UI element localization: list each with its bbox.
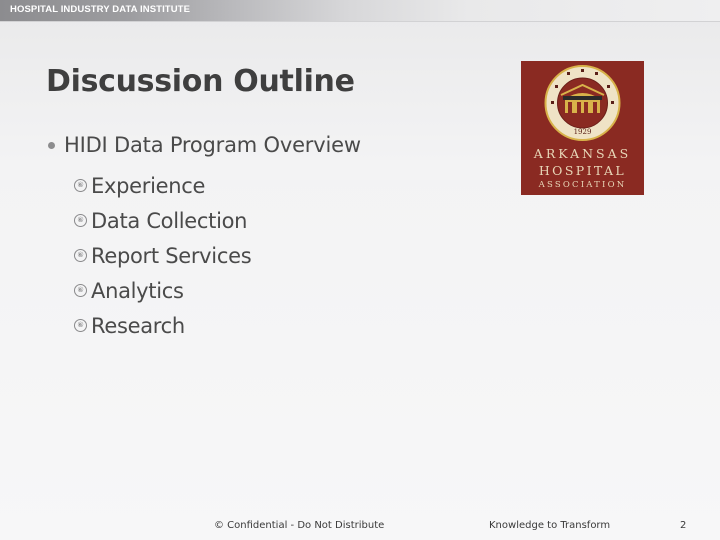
bullet-dot-icon — [48, 142, 55, 149]
seal-icon — [521, 61, 644, 146]
sub-bullet-text: Analytics — [91, 278, 184, 303]
circled-six-icon: ⑥ — [74, 319, 87, 332]
footer-confidential: © Confidential - Do Not Distribute — [214, 520, 385, 531]
header-bar — [0, 0, 720, 21]
header-divider — [0, 21, 720, 22]
logo-line-1: ARKANSAS — [533, 146, 632, 161]
sub-bullet-list — [74, 168, 251, 343]
sub-bullet-item — [74, 203, 251, 238]
slide-title: Discussion Outline — [46, 64, 355, 99]
bullet-item — [48, 133, 361, 157]
footer-tagline: Knowledge to Transform — [489, 520, 611, 531]
sub-bullet-text: Data Collection — [91, 208, 248, 233]
sub-bullet-text: Experience — [91, 173, 206, 198]
circled-six-icon: ⑥ — [74, 214, 87, 227]
circled-six-icon: ⑥ — [74, 284, 87, 297]
sub-bullet-item — [74, 168, 251, 203]
logo-line-3: ASSOCIATION — [538, 180, 627, 190]
circled-six-icon: ⑥ — [74, 179, 87, 192]
page-number: 2 — [680, 520, 687, 531]
svg-text:1929: 1929 — [573, 128, 592, 136]
circled-six-icon: ⑥ — [74, 249, 87, 262]
sub-bullet-text: Research — [91, 313, 185, 338]
sub-bullet-text: Report Services — [91, 243, 252, 268]
sub-bullet-item — [74, 238, 251, 273]
arkansas-hospital-association-logo — [521, 61, 644, 195]
sub-bullet-item — [74, 308, 251, 343]
brand-text: HOSPITAL INDUSTRY DATA INSTITUTE — [10, 4, 191, 15]
logo-line-2: HOSPITAL — [538, 163, 627, 178]
sub-bullet-item — [74, 273, 251, 308]
bullet-text: HIDI Data Program Overview — [64, 133, 361, 157]
